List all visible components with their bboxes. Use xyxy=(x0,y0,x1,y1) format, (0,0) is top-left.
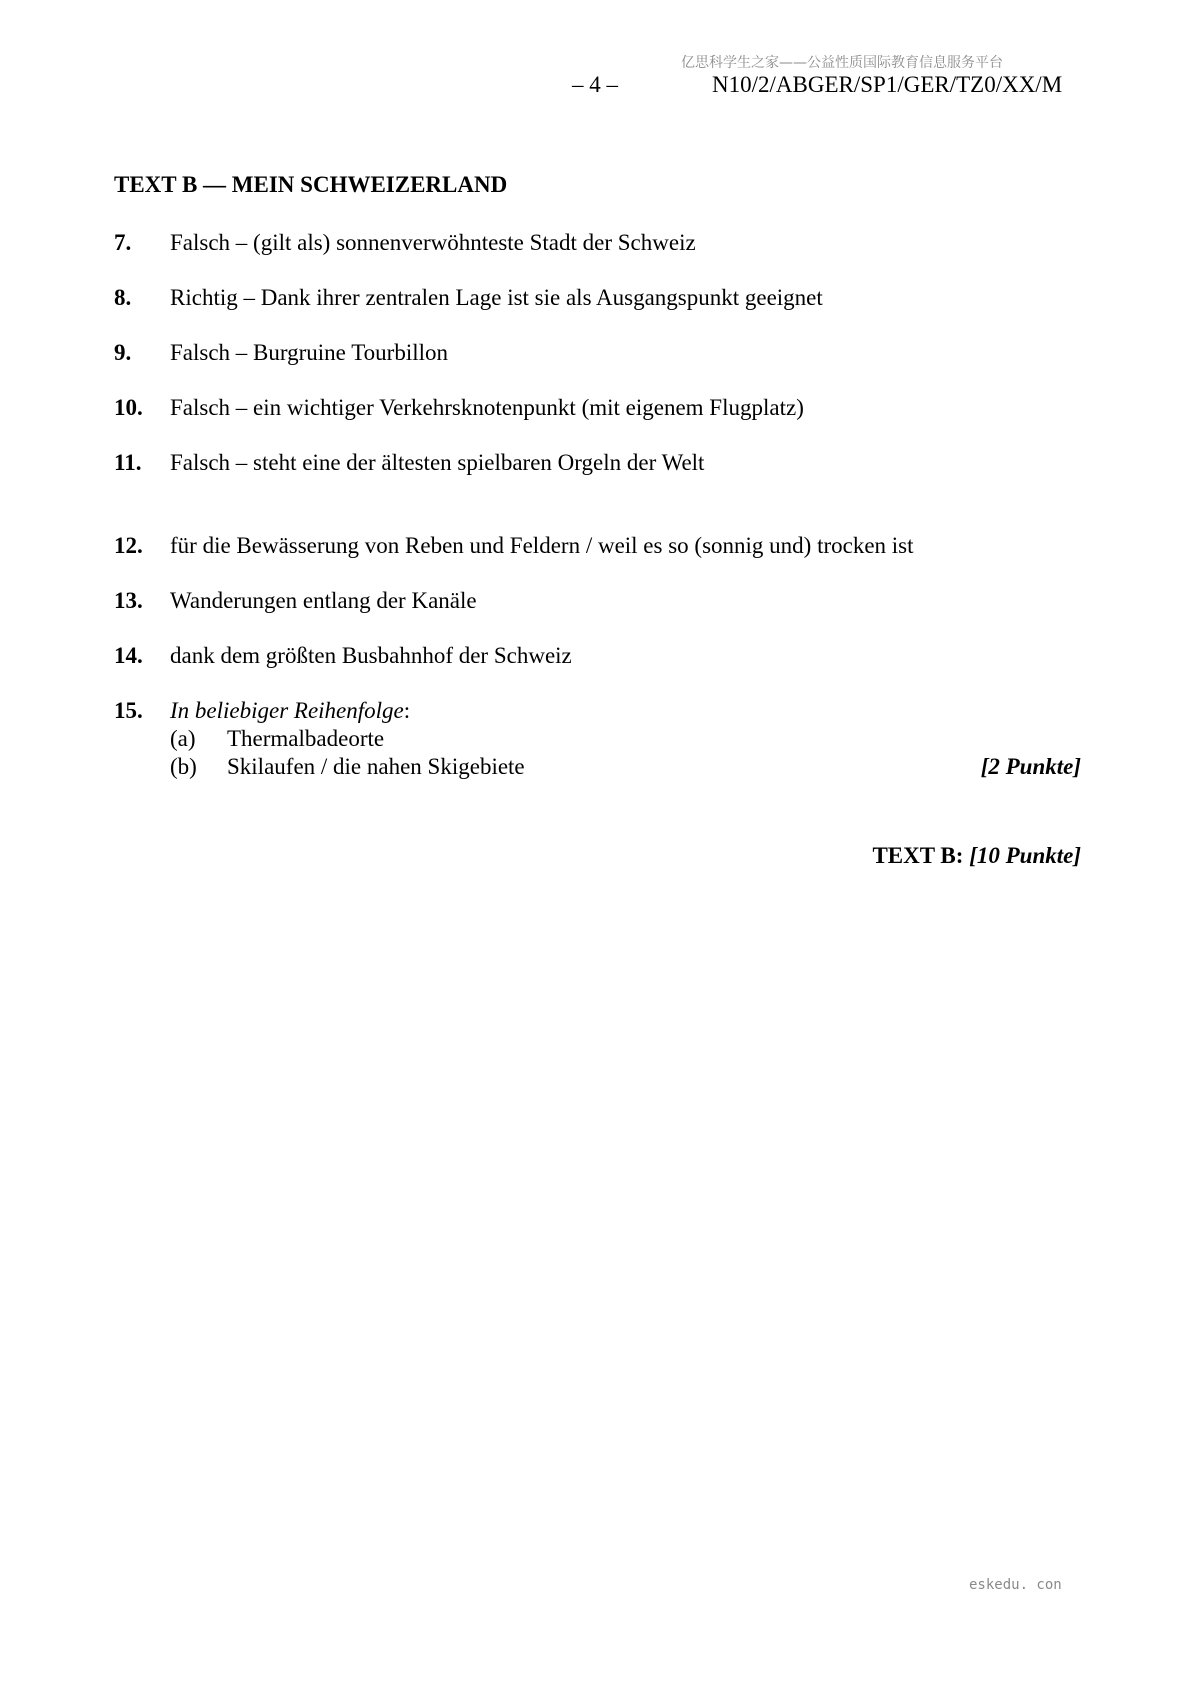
answer-number: 15. xyxy=(114,698,143,723)
section-total xyxy=(872,843,1081,869)
points-label: [2 Punkte] xyxy=(980,754,1081,779)
answer-text: Falsch – ein wichtiger Verkehrsknotenpunkt (mit eigenem Flugplatz) xyxy=(170,395,804,420)
answer-text: für die Bewässerung von Reben und Feldern / weil es so (sonnig und) trocken ist xyxy=(170,533,914,558)
document-code: N10/2/ABGER/SP1/GER/TZ0/XX/M xyxy=(712,72,1063,97)
answer-number: 9. xyxy=(114,340,132,365)
sub-item-label: (b) xyxy=(170,754,197,779)
total-label: TEXT B: xyxy=(872,843,964,868)
answer-text: Richtig – Dank ihrer zentralen Lage ist sie als Ausgangspunkt geeignet xyxy=(170,285,823,310)
answer-number: 11. xyxy=(114,450,142,475)
answer-number: 13. xyxy=(114,588,143,613)
answer-intro-italic: In beliebiger Reihenfolge xyxy=(170,698,404,723)
answer-text: Falsch – (gilt als) sonnenverwöhnteste Stadt der Schweiz xyxy=(170,230,696,255)
watermark-top-text: 亿思科学生之家——公益性质国际教育信息服务平台 xyxy=(681,55,1003,71)
answer-text: dank dem größten Busbahnhof der Schweiz xyxy=(170,643,572,668)
answer-number: 10. xyxy=(114,395,143,420)
answer-number: 7. xyxy=(114,230,132,255)
answer-intro-colon: : xyxy=(403,698,411,723)
answer-number: 8. xyxy=(114,285,132,310)
answer-text: Wanderungen entlang der Kanäle xyxy=(170,588,477,613)
page-number: – 4 – xyxy=(572,72,618,97)
answer-number: 12. xyxy=(114,533,143,558)
sub-item-text: Skilaufen / die nahen Skigebiete xyxy=(227,754,525,779)
sub-item-label: (a) xyxy=(170,726,196,751)
sub-item-text: Thermalbadeorte xyxy=(227,726,385,751)
total-points: [10 Punkte] xyxy=(969,843,1081,868)
watermark-bottom-text: eskedu. con xyxy=(969,1577,1062,1593)
answer-number: 14. xyxy=(114,643,143,668)
answer-intro xyxy=(170,698,410,724)
answer-text: Falsch – Burgruine Tourbillon xyxy=(170,340,448,365)
answer-text: Falsch – steht eine der ältesten spielbaren Orgeln der Welt xyxy=(170,450,705,475)
section-title: TEXT B — MEIN SCHWEIZERLAND xyxy=(114,172,508,197)
